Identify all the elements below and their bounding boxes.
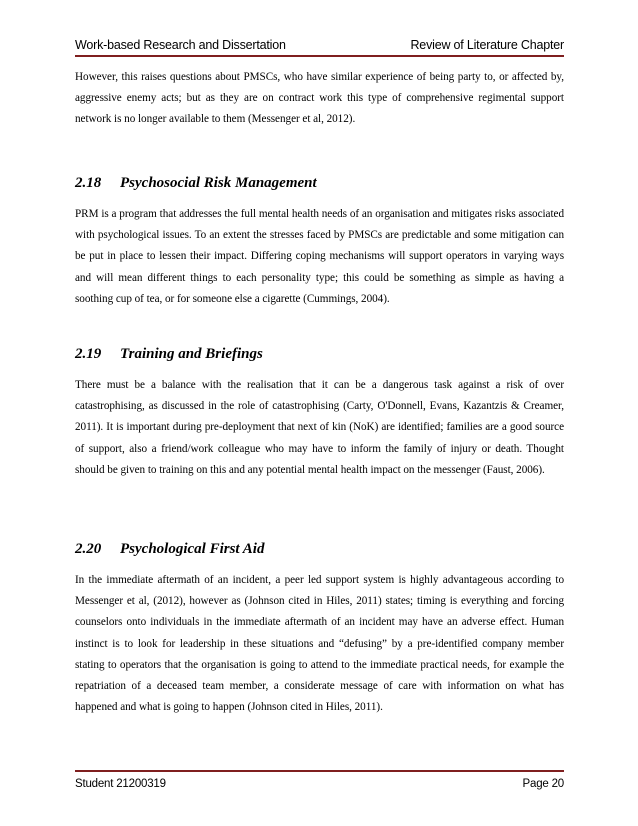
section-body-2-19: There must be a balance with the realisation that it can be a dangerous task against a risk of over catastrophising, as discussed in the role of catastrophising (Carty, O'Donnell, Evans, Kazantzis & Creamer, 2011). It is important during pre-deployment that next of kin (NoK) are identified; families are a good source of support, also a friend/work colleague who may have to inform the family of injury or death. Thought should be given to training on this and any potential mental health impact on the messenger (Faust, 2006).	[75, 379, 564, 476]
intro-paragraph: However, this raises questions about PMSCs, who have similar experience of being party to, or affected by, aggressive enemy acts; but as they are on contract work this type of comprehensive regimental support network is no longer available to them (Messenger et al, 2012).	[75, 71, 564, 126]
section-number: 2.20	[75, 541, 102, 557]
section-body-2-20: In the immediate aftermath of an incident, a peer led support system is highly advantageous according to Messenger et al, (2012), however as (Johnson cited in Hiles, 2011) states; timing is everything and forcing counselors onto individuals in the immediate aftermath of an incident may have an adverse effect. Human instinct is to look for leadership in these situations and “defusing” by a pre-identified company member stating to operators that the organisation is going to attend to the immediate practical needs, for example the repatriation of a deceased team member, a considerate message of care with information on what has happened and what is going to happen (Johnson cited in Hiles, 2011).	[75, 574, 564, 714]
section-number: 2.18	[75, 175, 102, 191]
header-course-title: Work-based Research and Dissertation	[75, 38, 286, 52]
section-number: 2.19	[75, 346, 102, 362]
header-chapter-title: Review of Literature Chapter	[410, 38, 564, 52]
page-header	[75, 33, 564, 57]
footer-page-number: Page 20	[522, 778, 564, 790]
section-title: Training and Briefings	[120, 346, 263, 362]
section-title: Psychosocial Risk Management	[120, 175, 317, 191]
footer-student-id: Student 21200319	[75, 778, 166, 790]
section-heading-2-20	[75, 541, 264, 558]
section-body-2-18: PRM is a program that addresses the full mental health needs of an organisation and mitigates risks associated with psychological issues. To an extent the stresses faced by PMSCs are predictable and some mitigation can be put in place to lessen their impact. Differing coping mechanisms will support operators in varying ways and will mean different things to each personality type; this could be something as simple as having a soothing cup of tea, or for someone else a cigarette (Cummings, 2004).	[75, 208, 564, 305]
section-heading-2-19	[75, 346, 263, 363]
section-title: Psychological First Aid	[120, 541, 265, 557]
section-heading-2-18	[75, 175, 317, 192]
page-footer	[75, 770, 564, 796]
